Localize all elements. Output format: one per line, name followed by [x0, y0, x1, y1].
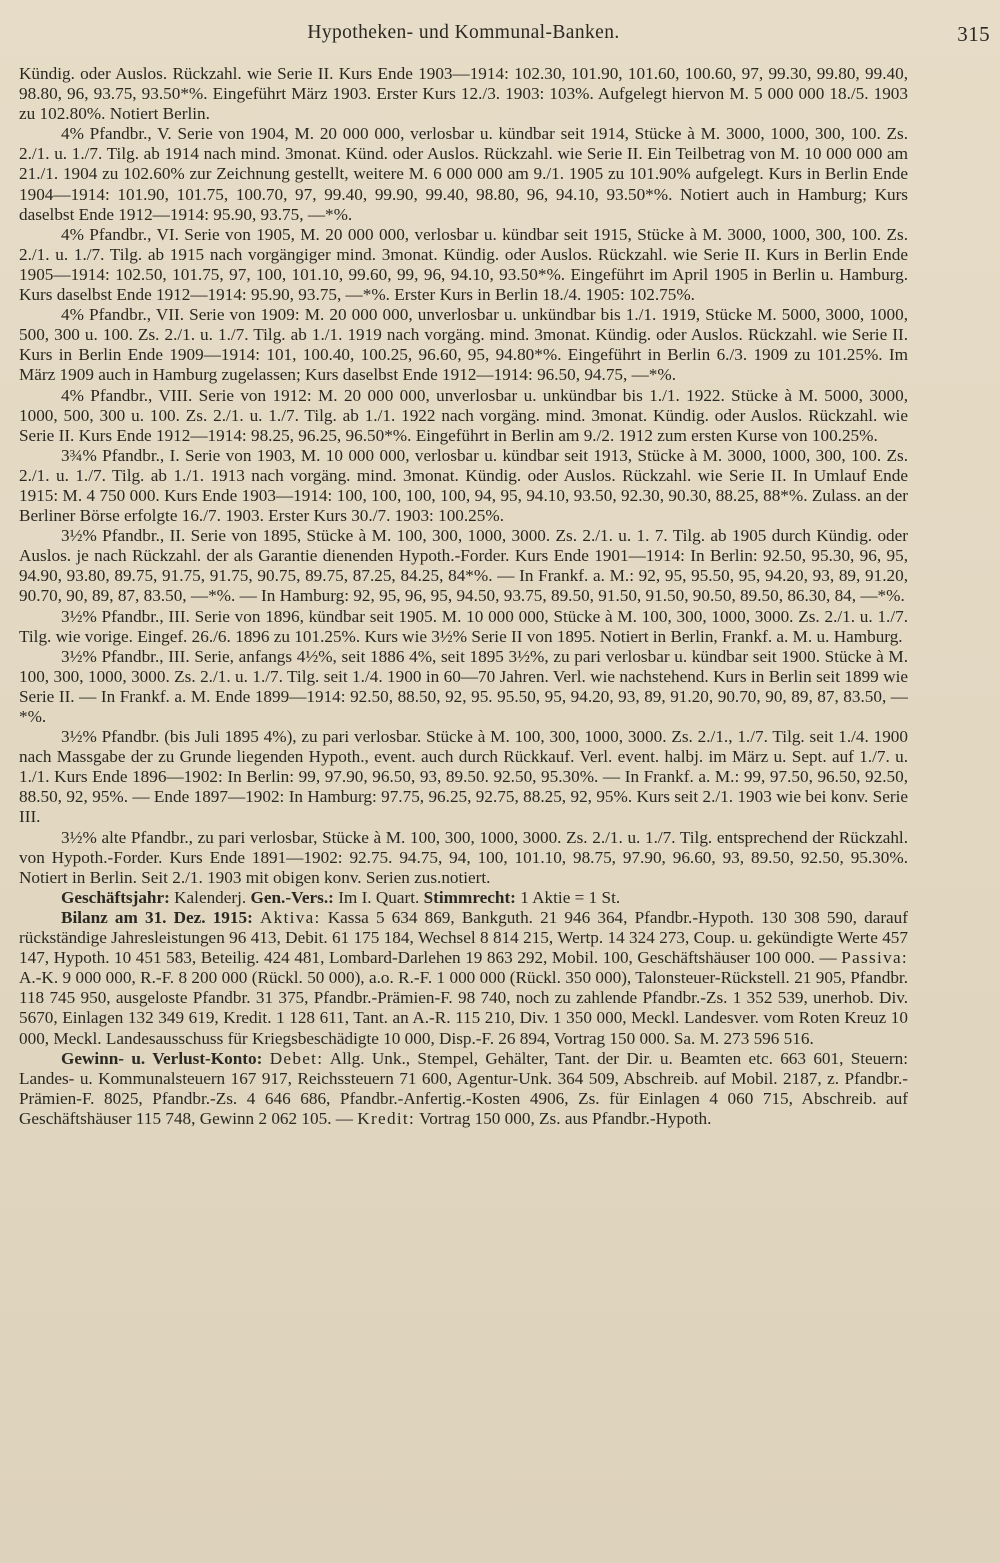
kredit-text: Vortrag 150 000, Zs. aus Pfandbr.-Hypoth.	[419, 1108, 712, 1128]
stimmrecht-text: 1 Aktie = 1 St.	[520, 887, 621, 907]
gen-vers-text: Im I. Quart.	[338, 887, 420, 907]
text-body	[19, 64, 908, 1129]
geschaeftsjahr-label: Geschäftsjahr:	[61, 887, 170, 907]
geschaeftsjahr-text: Kalenderj.	[174, 887, 247, 907]
aktiva-text: Kassa 5 634 869, Bankguth. 21 946 364, Pfandbr.-Hypoth. 130 308 590, darauf rückständige Jahresleistungen 96 413, Debit. 61 175 184, Wechsel 8 814 215, Wertp. 14 324 273, Coup. u. gekündigte Werte 457 147, Hypoth. 10 451 583, Beteilig. 424 481, Lombard-Darlehen 19 863 292, Mobil. 100, Geschäftshäuser 100 000. —	[19, 907, 909, 968]
page-number: 315	[957, 22, 990, 46]
aktiva-label: Aktiva:	[259, 907, 321, 927]
paragraph-geschaeftsjahr	[19, 888, 908, 908]
stimmrecht-label: Stimmrecht:	[423, 887, 516, 907]
passiva-label: Passiva:	[841, 948, 909, 968]
paragraph-3-5-serie-iii-konv: 3½% Pfandbr., III. Serie, anfangs 4½%, seit 1886 4%, seit 1895 3½%, zu pari verlosbar u. kündbar seit 1900. Stücke à M. 100, 300, 1000, 3000. Zs. 2./1. u. 1./7. Tilg. seit 1./4. 1900 in 60—70 Jahren. Verl. wie nachstehend. Kurs in Berlin seit 1899 wie Serie II. — In Frankf. a. M. Ende 1899—1914: 92.50, 88.50, 92, 95. 95.50, 95, 94.20, 93, 89, 91.20, 90.70, 90, 89, 87, 83.50, —*%.	[19, 646, 908, 726]
paragraph-3-75-serie-i: 3¾% Pfandbr., I. Serie von 1903, M. 10 000 000, verlosbar u. kündbar seit 1913, Stücke à M. 3000, 1000, 300, 100. Zs. 2./1. u. 1./7. Tilg. ab 1./1. 1913 nach vorgäng. mind. 3monat. Kündig. oder Auslos. Rückzahl. wie Serie II. In Umlauf Ende 1915: M. 4 750 000. Kurs Ende 1903—1914: 100, 100, 100, 100, 94, 95, 94.10, 93.50, 92.30, 90.30, 88.25, 88*%. Zulass. an der Berliner Börse erfolgte 16./7. 1903. Erster Kurs 30./7. 1903: 100.25%.	[19, 445, 908, 526]
paragraph-serie-vii: 4% Pfandbr., VII. Serie von 1909: M. 20 000 000, unverlosbar u. unkündbar bis 1./1. 1919, Stücke M. 5000, 3000, 1000, 500, 300 u. 100. Zs. 2./1. u. 1./7. Tilg. ab 1./1. 1919 nach vorgäng. mind. 3monat. Kündig. oder Auslos. Rückzahl. wie Serie II. Kurs in Berlin Ende 1909—1914: 101, 100.40, 100.25, 96.60, 95, 94.80*%. Eingeführt in Berlin 6./3. 1909 zu 101.25%. Im März 1909 auch in Hamburg zugelassen; Kurs daselbst Ende 1912—1914: 96.50, 94.75, —*%.	[19, 305, 908, 385]
debet-text: Allg. Unk., Stempel, Gehälter, Tant. der Dir. u. Beamten etc. 663 601, Steuern: Landes- u. Kommunalsteuern 167 917, Reichssteuern 71 600, Agentur-Unk. 364 509, Abschreib. auf Mobil. 2187, z. Pfandbr.-Prämien-F. 8025, Pfandbr.-Zs. 4 646 686, Pfandbr.-Anfertig.-Kosten 4906, Zs. für Einlagen 4 060 715, Abschreib. auf Geschäftshäuser 115 748, Gewinn 2 062 105. —	[19, 1048, 908, 1128]
bilanz-label: Bilanz am 31. Dez. 1915:	[61, 907, 253, 927]
paragraph-bilanz	[19, 908, 908, 1049]
passiva-text: A.-K. 9 000 000, R.-F. 8 200 000 (Rückl. 50 000), a.o. R.-F. 1 000 000 (Rückl. 350 000), Talonsteuer-Rückstell. 21 905, Pfandbr. 118 745 950, ausgeloste Pfandbr. 31 375, Pfandbr.-Prämien-F. 98 740, noch zu zahlende Pfandbr.-Zs. 1 352 539, unerhob. Div. 5670, Einlagen 132 349 619, Kredit. 1 128 611, Tant. an A.-R. 115 210, Div. 1 350 000, Meckl. Landesver. vom Roten Kreuz 10 000, Meckl. Landesausschuss für Kriegsbeschädigte 10 000, Disp.-F. 26 894, Vortrag 150 000. Sa. M. 273 596 516.	[19, 968, 908, 1048]
paragraph-serie-viii: 4% Pfandbr., VIII. Serie von 1912: M. 20 000 000, unverlosbar u. unkündbar bis 1./1. 1922. Stücke à M. 5000, 3000, 1000, 500, 300 u. 100. Zs. 2./1. u. 1./7. Tilg. ab 1./1. 1922 nach vorgäng. mind. 3monat. Kündig. oder Auslos. Rückzahl. wie Serie II. Kurs Ende 1912—1914: 98.25, 96.25, 96.50*%. Eingeführt in Berlin am 9./2. 1912 zum ersten Kurse von 100.25%.	[19, 385, 908, 445]
paragraph-3-5-alte-pfandbr: 3½% alte Pfandbr., zu pari verlosbar, Stücke à M. 100, 300, 1000, 3000. Zs. 2./1. u. 1./7. Tilg. entsprechend der Rückzahl. von Hypoth.-Forder. Kurs Ende 1891—1902: 92.75. 94.75, 94, 100, 101.10, 98.75, 97.90, 96.60, 93, 89.50, 92.50, 95.30%. Notiert in Berlin. Seit 2./1. 1903 mit obigen konv. Serien zus.notiert.	[19, 827, 908, 887]
running-title: Hypotheken- und Kommunal-Banken.	[307, 22, 620, 43]
paragraph-3-5-bis-juli-1895: 3½% Pfandbr. (bis Juli 1895 4%), zu pari verlosbar. Stücke à M. 100, 300, 1000, 3000. Zs. 2./1., 1./7. Tilg. seit 1./4. 1900 nach Massgabe der zu Grunde liegenden Hypoth., event. auch durch Rückkauf. Verl. event. halbj. im März u. Sept. auf 1./7. u. 1./1. Kurs Ende 1896—1902: In Berlin: 99, 97.90, 96.50, 93, 89.50. 92.50, 95.30%. — In Frankf. a. M.: 99, 97.50, 96.50, 92.50, 88.50, 92, 95%. — Ende 1897—1902: In Hamburg: 97.75, 96.25, 92.75, 88.25, 92, 95%. Kurs seit 2./1. 1903 wie bei konv. Serie III.	[19, 727, 908, 827]
kredit-label: Kredit:	[357, 1108, 416, 1128]
paragraph-serie-ii-continued: Kündig. oder Auslos. Rückzahl. wie Serie II. Kurs Ende 1903—1914: 102.30, 101.90, 101.60, 100.60, 97, 99.30, 99.80, 99.40, 98.80, 96, 93.75, 93.50*%. Eingeführt März 1903. Erster Kurs 12./3. 1903: 103%. Aufgelegt hiervon M. 5 000 000 18./5. 1903 zu 102.80%. Notiert Berlin.	[19, 64, 908, 124]
paragraph-serie-v: 4% Pfandbr., V. Serie von 1904, M. 20 000 000, verlosbar u. kündbar seit 1914, Stücke à M. 3000, 1000, 300, 100. Zs. 2./1. u. 1./7. Tilg. ab 1914 nach mind. 3monat. Künd. oder Auslos. Rückzahl. wie Serie II. Ein Teilbetrag von M. 10 000 000 am 21./1. 1904 zu 102.60% zur Zeichnung gestellt, weitere M. 6 000 000 am 9./1. 1905 zu 101.90% aufgelegt. Kurs in Berlin Ende 1904—1914: 101.90, 101.75, 100.70, 97, 99.40, 99.90, 99.40, 98.80, 96, 94.10, 93.50*%. Notiert auch in Hamburg; Kurs daselbst Ende 1912—1914: 95.90, 93.75, —*%.	[19, 124, 908, 224]
page-header	[19, 20, 990, 50]
paragraph-3-5-serie-ii: 3½% Pfandbr., II. Serie von 1895, Stücke à M. 100, 300, 1000, 3000. Zs. 2./1. u. 1. 7. Tilg. ab 1905 durch Kündig. oder Auslos. je nach Rückzahl. der als Garantie dienenden Hypoth.-Forder. Kurs Ende 1901—1914: In Berlin: 92.50, 95.30, 96, 95, 94.90, 93.80, 89.75, 91.75, 91.75, 90.75, 89.75, 87.25, 84.25, 84*%. — In Frankf. a. M.: 92, 95, 95.50, 95, 94.20, 93, 89, 91.20, 90.70, 90, 89, 87, 83.50, —*%. — In Hamburg: 92, 95, 96, 95, 94.50, 93.75, 89.50, 91.50, 91.50, 90.50, 89.50, 86.30, 84, —*%.	[19, 526, 908, 606]
gewinn-label: Gewinn- u. Verlust-Konto:	[61, 1048, 263, 1068]
paragraph-gewinn-verlust	[19, 1049, 908, 1129]
paragraph-serie-vi: 4% Pfandbr., VI. Serie von 1905, M. 20 000 000, verlosbar u. kündbar seit 1915, Stücke à M. 3000, 1000, 300, 100. Zs. 2./1. u. 1./7. Tilg. ab 1915 nach vorgängiger mind. 3monat. Kündig. oder Auslos. Rückzahl. wie Serie II. Kurs in Berlin Ende 1905—1914: 102.50, 101.75, 97, 100, 101.10, 99.60, 99, 96, 94.10, 93.50*%. Eingeführt im April 1905 in Berlin u. Hamburg. Kurs daselbst Ende 1912—1914: 95.90, 93.75, —*%. Erster Kurs in Berlin 18./4. 1905: 102.75%.	[19, 224, 908, 305]
gen-vers-label: Gen.-Vers.:	[250, 887, 334, 907]
paragraph-3-5-serie-iii-1896: 3½% Pfandbr., III. Serie von 1896, kündbar seit 1905. M. 10 000 000, Stücke à M. 100, 300, 1000, 3000. Zs. 2./1. u. 1./7. Tilg. wie vorige. Eingef. 26./6. 1896 zu 101.25%. Kurs wie 3½% Serie II von 1895. Notiert in Berlin, Frankf. a. M. u. Hamburg.	[19, 606, 908, 646]
debet-label: Debet:	[269, 1048, 324, 1068]
